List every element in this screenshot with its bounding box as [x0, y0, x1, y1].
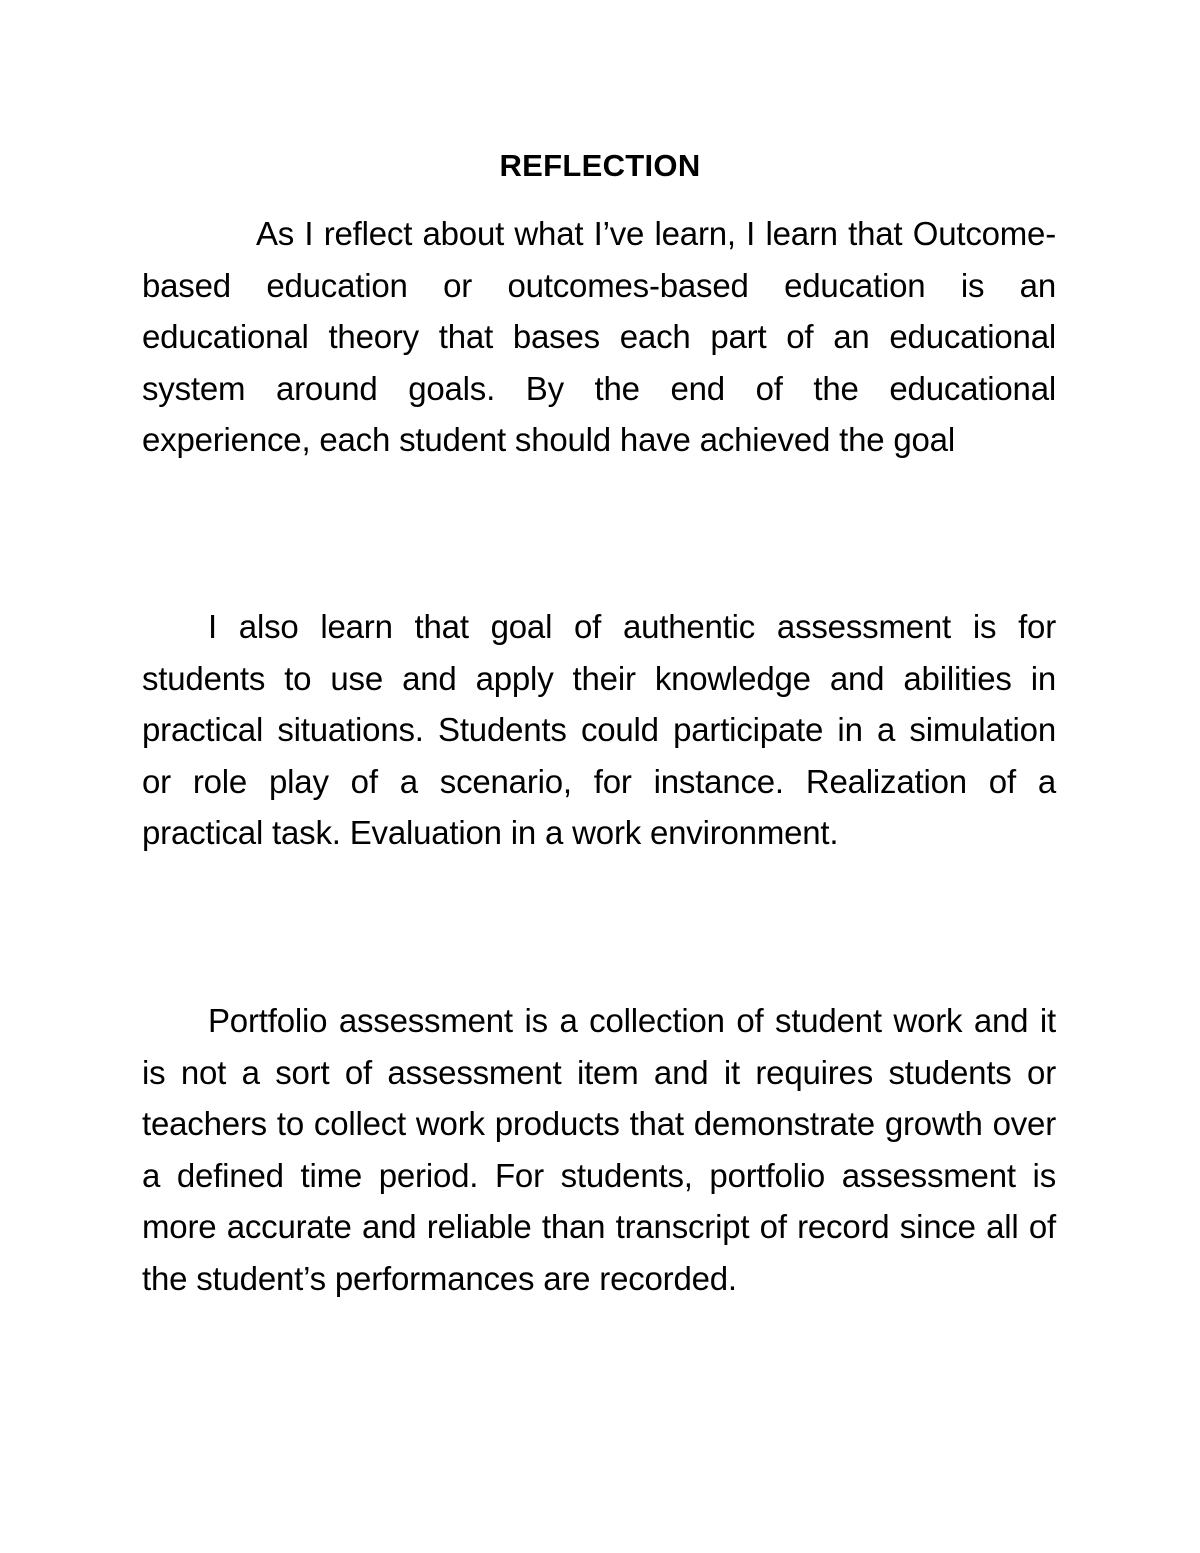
paragraph-authentic-assessment: I also learn that goal of authentic assessment is for students to use and apply their knowledge and abilities in practical situations. Students could participate in a simulation or role play of a scenario, for instance. Realization of a practical task. Evaluation in a work environment. — [142, 608, 1056, 851]
paragraph-portfolio-assessment: Portfolio assessment is a collection of student work and it is not a sort of assessment item and it requires students or teachers to collect work products that demonstrate growth over a defined time period. For students, portfolio assessment is more accurate and reliable than transcript of record since all of the student’s performances are recorded. — [142, 1002, 1056, 1297]
document-title: REFLECTION — [499, 148, 701, 183]
paragraph-outcome-based-education: As I reflect about what I’ve learn, I learn that Outcome-based education or outcomes-based education is an educational theory that bases each part of an educational system around goals. By the end of the educational experience, each student should have achieved the goal — [142, 215, 1056, 458]
